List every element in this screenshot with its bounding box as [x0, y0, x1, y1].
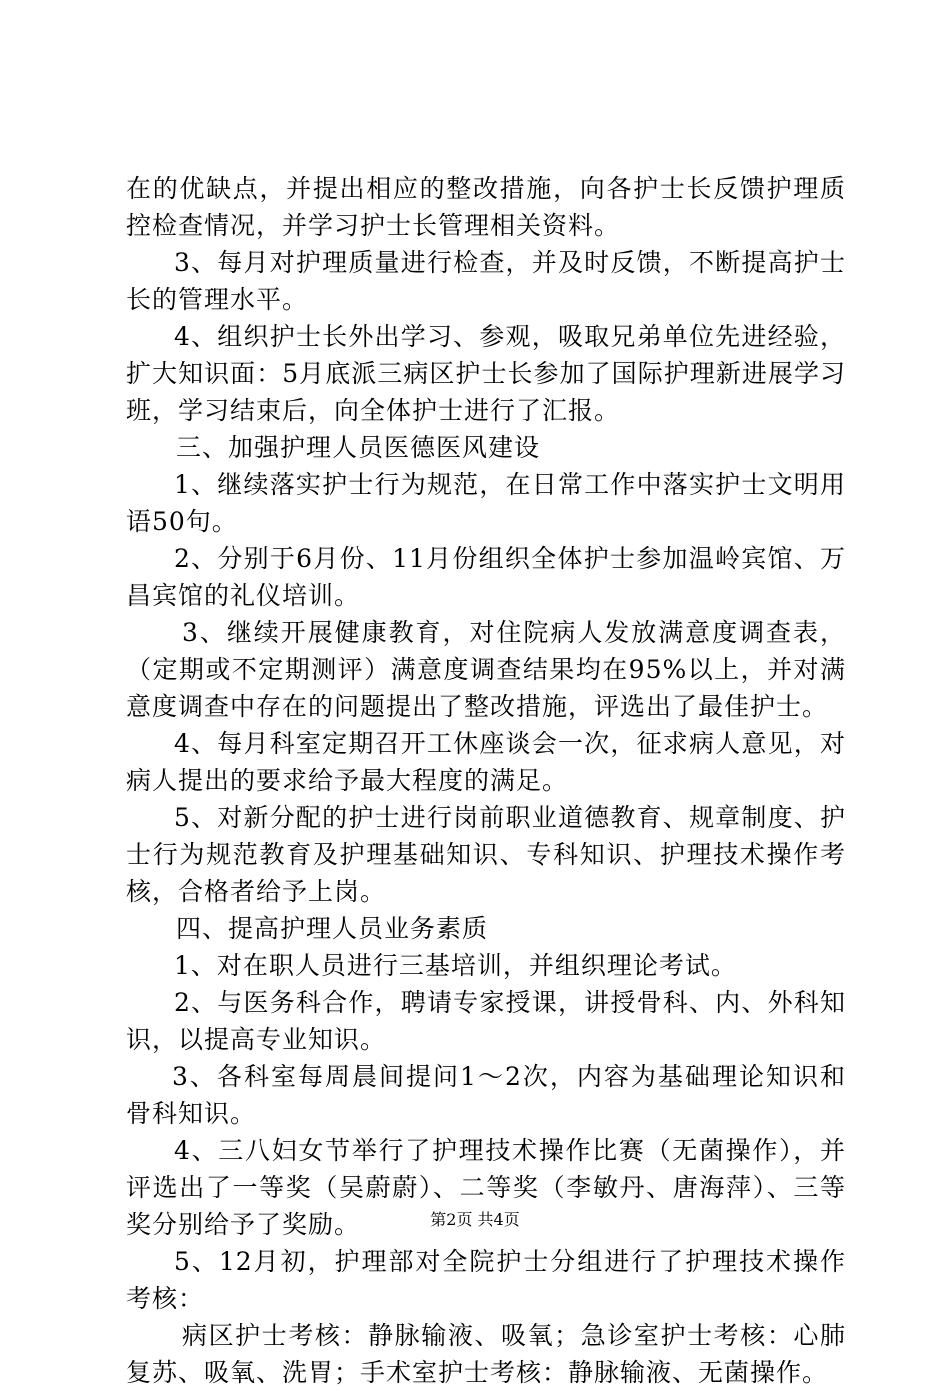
- section-heading-3: 三、加强护理人员医德医风建设: [176, 433, 541, 462]
- paragraph-item-1: 1、继续落实护士行为规范，在日常工作中落实护士文明用语50句。: [126, 470, 846, 536]
- paragraph-item-4: 4、三八妇女节举行了护理技术操作比赛（无菌操作），并评选出了一等奖（吴蔚蔚）、二等奖（李敏丹、唐海萍）、三等奖分别给予了奖励。: [126, 1136, 846, 1239]
- paragraph-item-3: 3、继续开展健康教育，对住院病人发放满意度调查表，（定期或不定期测评）满意度调查结果均在95%以上，并对满意度调查中存在的问题提出了整改措施，评选出了最佳护士。: [126, 618, 846, 721]
- page-number-label: 第2页 共4页: [430, 1210, 520, 1229]
- paragraph-item-5: 5、12月初，护理部对全院护士分组进行了护理技术操作考核：: [126, 1247, 846, 1313]
- page-footer: [0, 1210, 950, 1230]
- paragraph-exam-details: 病区护士考核：静脉输液、吸氧；急诊室护士考核：心肺复苏、吸氧、洗胃；手术室护士考核：静脉输液、无菌操作。: [126, 1321, 846, 1387]
- paragraph-item-2: 2、分别于6月份、11月份组织全体护士参加温岭宾馆、万昌宾馆的礼仪培训。: [126, 544, 846, 610]
- body-text: [126, 170, 846, 1391]
- section-heading-4: 四、提高护理人员业务素质: [176, 914, 489, 943]
- paragraph-item-1: 1、对在职人员进行三基培训，并组织理论考试。: [174, 951, 737, 980]
- paragraph-item-5: 5、对新分配的护士进行岗前职业道德教育、规章制度、护士行为规范教育及护理基础知识、专科知识、护理技术操作考核，合格者给予上岗。: [126, 803, 846, 906]
- paragraph-item-3: 3、每月对护理质量进行检查，并及时反馈，不断提高护士长的管理水平。: [126, 248, 846, 314]
- paragraph-continuation: 在的优缺点，并提出相应的整改措施，向各护士长反馈护理质控检查情况，并学习护士长管理相关资料。: [126, 174, 846, 240]
- paragraph-item-3: 3、各科室每周晨间提问1～2次，内容为基础理论知识和骨科知识。: [126, 1062, 846, 1128]
- paragraph-item-2: 2、与医务科合作，聘请专家授课，讲授骨科、内、外科知识，以提高专业知识。: [126, 988, 846, 1054]
- paragraph-item-4: 4、每月科室定期召开工休座谈会一次，征求病人意见，对病人提出的要求给予最大程度的满足。: [126, 729, 846, 795]
- paragraph-item-4: 4、组织护士长外出学习、参观，吸取兄弟单位先进经验，扩大知识面：5月底派三病区护士长参加了国际护理新进展学习班，学习结束后，向全体护士进行了汇报。: [126, 322, 846, 425]
